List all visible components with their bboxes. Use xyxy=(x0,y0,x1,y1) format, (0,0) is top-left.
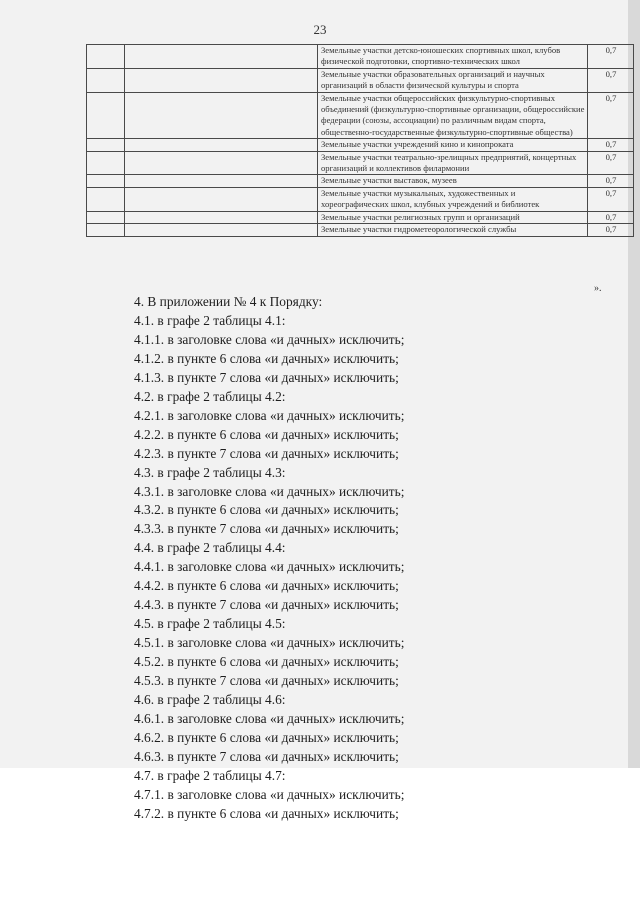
empty-cell-col2 xyxy=(125,92,318,139)
amendment-line: 4.5.1. в заголовке слова «и дачных» исключить; xyxy=(134,635,405,651)
land-plot-type-cell: Земельные участки театрально-зрелищных предприятий, концертных организаций и коллективов филармонии xyxy=(318,151,588,175)
amendment-line: 4.7. в графе 2 таблицы 4.7: xyxy=(134,767,286,783)
land-plots-table xyxy=(86,44,634,237)
amendment-line: 4.4.3. в пункте 7 слова «и дачных» исключить; xyxy=(134,597,399,613)
table-body xyxy=(87,45,634,237)
amendment-line: 4.3.3. в пункте 7 слова «и дачных» исключить; xyxy=(134,521,399,537)
amendment-line: 4.4.1. в заголовке слова «и дачных» исключить; xyxy=(134,559,405,575)
table-row xyxy=(87,175,634,187)
land-plot-type-cell: Земельные участки учреждений кино и кинопроката xyxy=(318,139,588,151)
amendment-line: 4.1.1. в заголовке слова «и дачных» исключить; xyxy=(134,331,405,347)
land-plot-type-cell: Земельные участки гидрометеорологической службы xyxy=(318,224,588,236)
amendment-line: 4.1.2. в пункте 6 слова «и дачных» исключить; xyxy=(134,350,399,366)
empty-cell-col1 xyxy=(87,187,125,211)
amendment-line: 4.1.3. в пункте 7 слова «и дачных» исключить; xyxy=(134,369,399,385)
amendment-line: 4.5.3. в пункте 7 слова «и дачных» исключить; xyxy=(134,673,399,689)
amendment-line: 4.2.3. в пункте 7 слова «и дачных» исключить; xyxy=(134,445,399,461)
empty-cell-col1 xyxy=(87,139,125,151)
closing-quote-mark: ». xyxy=(594,283,602,294)
coefficient-cell: 0,7 xyxy=(588,224,634,236)
coefficient-cell: 0,7 xyxy=(588,187,634,211)
empty-cell-col1 xyxy=(87,68,125,92)
amendment-line: 4.7.1. в заголовке слова «и дачных» исключить; xyxy=(134,786,405,802)
empty-cell-col1 xyxy=(87,211,125,223)
land-plot-type-cell: Земельные участки образовательных организаций и научных организаций в области физической культуры и спорта xyxy=(318,68,588,92)
amendment-line: 4.2. в графе 2 таблицы 4.2: xyxy=(134,388,286,404)
page-number: 23 xyxy=(313,22,327,37)
table-row xyxy=(87,151,634,175)
table-row xyxy=(87,139,634,151)
amendment-line: 4.5. в графе 2 таблицы 4.5: xyxy=(134,616,286,632)
land-plot-type-cell: Земельные участки детско-юношеских спортивных школ, клубов физической подготовки, спортивно-технических школ xyxy=(318,45,588,69)
empty-cell-col2 xyxy=(125,211,318,223)
empty-cell-col1 xyxy=(87,92,125,139)
amendment-line: 4.4. в графе 2 таблицы 4.4: xyxy=(134,540,286,556)
table-row xyxy=(87,211,634,223)
coefficient-cell: 0,7 xyxy=(588,175,634,187)
table-row xyxy=(87,224,634,236)
land-plot-type-cell: Земельные участки музыкальных, художественных и хореографических школ, клубных учреждений и библиотек xyxy=(318,187,588,211)
coefficient-cell: 0,7 xyxy=(588,139,634,151)
amendment-line: 4.3. в графе 2 таблицы 4.3: xyxy=(134,464,286,480)
empty-cell-col1 xyxy=(87,151,125,175)
amendment-line: 4.5.2. в пункте 6 слова «и дачных» исключить; xyxy=(134,654,399,670)
land-plot-type-cell: Земельные участки общероссийских физкультурно-спортивных объединений (физкультурно-спортивные организации, общероссийские федерации (союзы, ассоциации) по различным видам спорта, общественно-государственные физкультурно-спортивные общества) xyxy=(318,92,588,139)
amendment-line: 4. В приложении № 4 к Порядку: xyxy=(134,294,323,309)
amendment-line: 4.6.2. в пункте 6 слова «и дачных» исключить; xyxy=(134,729,399,745)
coefficient-cell: 0,7 xyxy=(588,211,634,223)
empty-cell-col2 xyxy=(125,139,318,151)
table-row xyxy=(87,92,634,139)
amendment-line: 4.6.3. в пункте 7 слова «и дачных» исключить; xyxy=(134,748,399,764)
amendment-line: 4.7.2. в пункте 6 слова «и дачных» исключить; xyxy=(134,805,399,821)
coefficient-cell: 0,7 xyxy=(588,68,634,92)
empty-cell-col2 xyxy=(125,175,318,187)
empty-cell-col1 xyxy=(87,45,125,69)
amendment-line: 4.2.2. в пункте 6 слова «и дачных» исключить; xyxy=(134,426,399,442)
empty-cell-col2 xyxy=(125,187,318,211)
empty-cell-col2 xyxy=(125,68,318,92)
table-row xyxy=(87,45,634,69)
amendment-line: 4.6.1. в заголовке слова «и дачных» исключить; xyxy=(134,710,405,726)
amendment-line: 4.6. в графе 2 таблицы 4.6: xyxy=(134,692,286,708)
coefficient-cell: 0,7 xyxy=(588,45,634,69)
land-plot-type-cell: Земельные участки выставок, музеев xyxy=(318,175,588,187)
amendment-line: 4.2.1. в заголовке слова «и дачных» исключить; xyxy=(134,407,405,423)
empty-cell-col2 xyxy=(125,151,318,175)
amendment-line: 4.4.2. в пункте 6 слова «и дачных» исключить; xyxy=(134,578,399,594)
amendment-line: 4.3.1. в заголовке слова «и дачных» исключить; xyxy=(134,483,405,499)
empty-cell-col2 xyxy=(125,224,318,236)
amendment-line: 4.3.2. в пункте 6 слова «и дачных» исключить; xyxy=(134,502,399,518)
amendment-text xyxy=(134,293,594,824)
land-plot-type-cell: Земельные участки религиозных групп и организаций xyxy=(318,211,588,223)
empty-cell-col2 xyxy=(125,45,318,69)
empty-cell-col1 xyxy=(87,175,125,187)
coefficient-cell: 0,7 xyxy=(588,92,634,139)
amendment-line: 4.1. в графе 2 таблицы 4.1: xyxy=(134,312,286,328)
table-row xyxy=(87,68,634,92)
table-row xyxy=(87,187,634,211)
empty-cell-col1 xyxy=(87,224,125,236)
coefficient-cell: 0,7 xyxy=(588,151,634,175)
